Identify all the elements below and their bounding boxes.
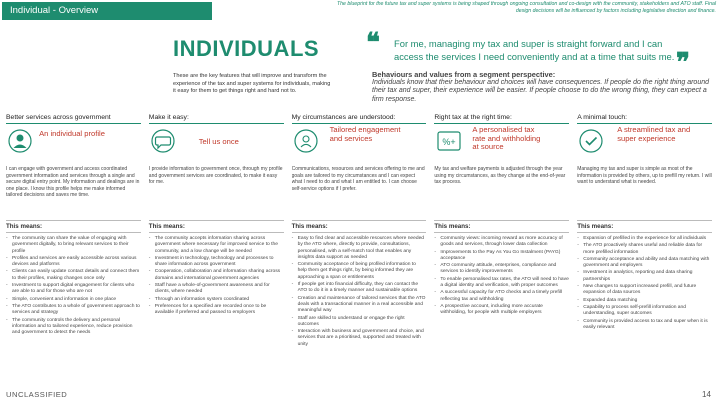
list-item: - Investment in technology, technology and processes to share information across government [149, 256, 284, 269]
check-circle-icon [579, 128, 607, 154]
speech-bubble-icon [151, 128, 179, 154]
list-item: - Cooperation, collaboration and information sharing across domains and international government agencies [149, 269, 284, 282]
list-item: - Easy to find clear and accessible resources where needed by the ATO where, directly to provide, consultations, personalised, with a self-match tool that enables any insights data support as needed [292, 236, 427, 261]
column-graphic [292, 126, 427, 162]
list-item: - Community views: incoming reward as more accuracy of goods and services, through lower data collection [434, 236, 569, 249]
column-minimal-touch [577, 114, 712, 384]
list-item: - Community acceptance of being profiled information to help them get things right, by being informed they are approaching a span or entitlements [292, 262, 427, 281]
column-caption: A personalised tax rate and withholding at source [472, 125, 541, 152]
means-heading: This means: [292, 220, 427, 233]
column-caption: A streamlined tax and super experience [617, 125, 691, 143]
list-item: - Investment to support digital engagement for clients who are able to and for those who are not [6, 283, 141, 296]
column-description: My tax and welfare payments is adjusted through the year using my circumstances, as they change at the end-of-year tax process. [434, 166, 566, 186]
column-description: I can engage with government and access coordinated government information and services through a single and secure digital entry point. My information and dealings are in one place. I know this profile helps me make informed tailored decisions and saves me time. [6, 166, 140, 199]
column-graphic [434, 126, 569, 162]
open-quote-icon: ❝ [366, 28, 380, 58]
column-heading: A minimal touch: [577, 114, 712, 124]
quote-text: For me, managing my tax and super is straight forward and I can access the services I need conveniently and at a time that suits me. [394, 38, 675, 62]
list-item: - Interaction with business and government and choice, and services that are a prioritised, supported and treated with unity [292, 329, 427, 348]
list-item: - Clients can easily update contact details and connect them to their profiles, making changes once only [6, 269, 141, 282]
close-quote-icon: ❞ [676, 48, 690, 78]
column-make-it-easy [149, 114, 284, 384]
page-title: INDIVIDUALS [173, 36, 320, 61]
column-better-services [6, 114, 141, 384]
list-item: - The ATO proactively shares useful and reliable data for more prefilled information [577, 243, 712, 256]
means-list [577, 236, 712, 331]
column-circumstances [292, 114, 427, 384]
list-item: - The community can share the value of engaging with government digitally, to bring relevant services to their profile [6, 236, 141, 255]
list-item: - Staff are skilled to understand or engage the right outcomes [292, 316, 427, 329]
means-heading: This means: [577, 220, 712, 233]
list-item: - A prospective account, including more accurate withholding, for people with multiple employers [434, 304, 569, 317]
list-item: - The ATO contributes to a whole of government approach to services and strategy [6, 304, 141, 317]
list-item: - Expanded data matching [577, 298, 712, 304]
list-item: - The community controls the delivery and personal information and to tailored experience, reduce provision and government to detect the needs [6, 318, 141, 337]
behaviours-body: Individuals know that their behaviour and choices will have consequences. If people do the right thing around their tax and super, their experience will be easier. If people choose to do the wrong thing, they can expect a firm response. [372, 79, 709, 103]
list-item: - Preferences for a specified are recorded once to be available if preferred and passed to employers [149, 304, 284, 317]
column-caption: Tell us once [198, 137, 239, 146]
list-item: - Capability to process self-prefill information and understanding, super outcomes [577, 305, 712, 318]
column-heading: Better services across government [6, 114, 141, 124]
list-item: - Investment in analytics, reporting and data sharing partnerships [577, 270, 712, 283]
list-item: - Improvements to the Pay As You Go Instalment (PAYG) acceptance [434, 250, 569, 263]
svg-text:%+: %+ [442, 137, 457, 147]
percent-icon [436, 128, 464, 154]
intro-text: These are the key features that will improve and transform the experience of the tax and super systems for individuals, making it easy for them to get things right and hard not to. [173, 73, 331, 94]
column-graphic [577, 126, 712, 162]
column-heading: Right tax at the right time: [434, 114, 569, 124]
column-description: I provide information to government once, through my profile and government services are coordinated, to make it easy for me. [148, 166, 283, 186]
means-heading: This means: [6, 220, 141, 233]
list-item: - Community is provided access to tax and super when it is easily relevant [577, 319, 712, 332]
list-item: - A successful capacity for ATO checks and a timely prefill reflecting tax and withholding [434, 290, 569, 303]
means-list [149, 236, 284, 317]
column-graphic [149, 126, 284, 162]
column-description: Managing my tax and super is simple as most of the information is provided by others, up to prefill my return. I will want to understand what is needed. [577, 166, 712, 186]
means-list [434, 236, 569, 317]
means-list [292, 236, 427, 348]
means-heading: This means: [434, 220, 569, 233]
disclaimer-text: The blueprint for the future tax and super systems is being shaped through ongoing consultation and co-design with the community, stakeholders and ATO staff. Final design decisions will be influenced by factors including legislative direction and finance. [337, 1, 716, 14]
behaviours-heading: Behaviours and values from a segment perspective: [372, 70, 556, 79]
list-item: - The community accepts information sharing across government where necessary for improved service to the community, and a low change will be needed [149, 236, 284, 255]
column-heading: My circumstances are understood: [292, 114, 427, 124]
column-heading: Make it easy: [149, 114, 284, 124]
list-item: - Community acceptance and ability and data matching with government and employers [577, 257, 712, 270]
column-description: Communications, resources and services offering to me and goals are tailored to my circumstances and I can expect what I need to do and what I am entitled to. I can choose self-service options if I prefer. [291, 166, 425, 192]
column-caption: Tailored engagement and services [329, 125, 401, 143]
means-heading: This means: [149, 220, 284, 233]
list-item: - New changes to support increased prefill, and future expansion of data sources [577, 284, 712, 297]
list-item: - Through an information system coordinated [149, 297, 284, 303]
list-item: - Staff have a whole-of-government awareness and for clients, where needed [149, 283, 284, 296]
list-item: - Creation and maintenance of tailored services that the ATO deals with a transactional manner in a real accessible and meaningful way [292, 296, 427, 315]
classification-label: UNCLASSIFIED [6, 390, 68, 399]
list-item: - ATO community attitude, enterprises, compliance and services to identify improvements [434, 263, 569, 276]
feature-columns [6, 114, 712, 384]
column-right-tax [434, 114, 569, 384]
list-item: - Expansion of prefilled in the experience for all individuals [577, 236, 712, 242]
person-bubble-icon [294, 128, 322, 154]
section-title: Individual - Overview [2, 2, 212, 20]
list-item: - Profiles and services are easily accessible across various devices and platforms [6, 256, 141, 269]
column-graphic [6, 126, 141, 162]
column-caption: An individual profile [39, 129, 105, 138]
list-item: - If people get into financial difficulty, they can contact the ATO to do it in a timely manner and sustainable options [292, 282, 427, 295]
list-item: - To enable personalised tax rates, the ATO will need to have a digital identity and verification, with proper outcomes [434, 277, 569, 290]
means-list [6, 236, 141, 336]
list-item: - Simple, convenient and information in one place [6, 297, 141, 303]
page-number: 14 [702, 390, 711, 399]
